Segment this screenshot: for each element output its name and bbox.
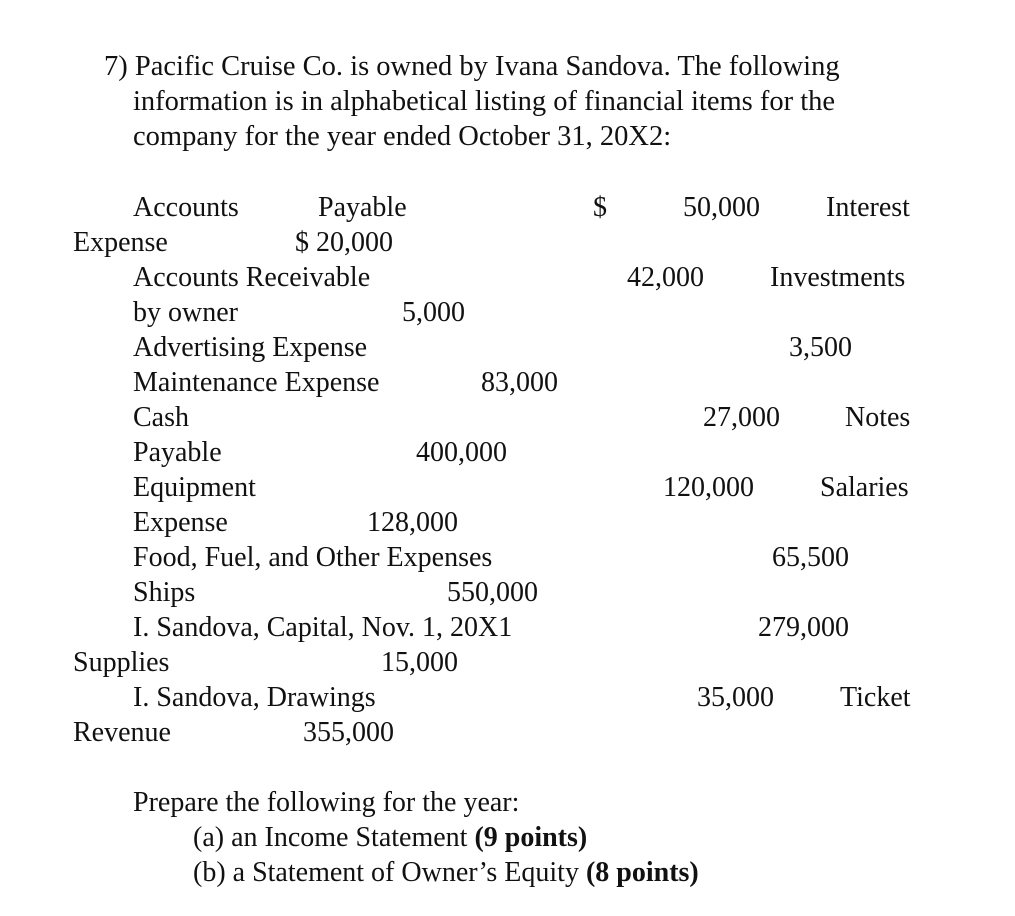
listing-text: Notes bbox=[845, 402, 911, 433]
instruction-a-points: (9 points) bbox=[474, 822, 588, 853]
listing-text: Equipment bbox=[133, 472, 256, 503]
listing-text: Maintenance Expense bbox=[133, 367, 380, 398]
question-line-1-text: Pacific Cruise Co. is owned by Ivana Sandova. The following bbox=[134, 51, 840, 82]
listing-amount: $ 20,000 bbox=[295, 227, 393, 258]
listing-amount: 42,000 bbox=[627, 262, 704, 293]
listing-amount: 120,000 bbox=[663, 472, 754, 503]
listing-text: Interest bbox=[826, 192, 910, 223]
listing-text: Ships bbox=[133, 577, 196, 608]
listing-text: $ bbox=[593, 192, 607, 223]
question-number: 7) bbox=[104, 51, 128, 82]
listing-amount: 5,000 bbox=[402, 297, 465, 328]
listing-text: Investments bbox=[770, 262, 906, 293]
listing-text: Accounts Receivable bbox=[133, 262, 371, 293]
listing-text: Cash bbox=[133, 402, 189, 433]
question-line-1 bbox=[104, 50, 840, 84]
instruction-a-text: (a) an Income Statement bbox=[193, 822, 468, 853]
listing-amount: 35,000 bbox=[697, 682, 774, 713]
listing-text: by owner bbox=[133, 297, 238, 328]
instruction-b bbox=[193, 856, 699, 890]
listing-amount: 128,000 bbox=[367, 507, 458, 538]
listing-amount: 355,000 bbox=[303, 717, 394, 748]
listing-amount: 3,500 bbox=[789, 332, 852, 363]
listing-amount: 279,000 bbox=[758, 612, 849, 643]
listing-amount: 400,000 bbox=[416, 437, 507, 468]
listing-text: Expense bbox=[133, 507, 228, 538]
listing-text: Revenue bbox=[73, 717, 171, 748]
question-line-3: company for the year ended October 31, 20X2: bbox=[133, 121, 672, 152]
listing-amount: 27,000 bbox=[703, 402, 780, 433]
listing-text: Payable bbox=[318, 192, 407, 223]
listing-text: Expense bbox=[73, 227, 168, 258]
listing-amount: 15,000 bbox=[381, 647, 458, 678]
instruction-b-text: (b) a Statement of Owner’s Equity bbox=[193, 857, 579, 888]
instructions-lead: Prepare the following for the year: bbox=[133, 787, 520, 818]
listing-text: Salaries bbox=[820, 472, 909, 503]
listing-text: Food, Fuel, and Other Expenses bbox=[133, 542, 493, 573]
listing-text: Advertising Expense bbox=[133, 332, 368, 363]
listing-amount: 550,000 bbox=[447, 577, 538, 608]
listing-text: I. Sandova, Drawings bbox=[133, 682, 376, 713]
listing-text: Ticket bbox=[840, 682, 911, 713]
listing-amount: 50,000 bbox=[683, 192, 760, 223]
listing-text: Accounts bbox=[133, 192, 239, 223]
listing-text: Payable bbox=[133, 437, 222, 468]
instruction-a bbox=[193, 821, 587, 855]
listing-amount: 65,500 bbox=[772, 542, 849, 573]
question-line-2: information is in alphabetical listing of financial items for the bbox=[133, 86, 836, 117]
listing-text: Supplies bbox=[73, 647, 170, 678]
instruction-b-points: (8 points) bbox=[585, 857, 699, 888]
listing-amount: 83,000 bbox=[481, 367, 558, 398]
listing-text: I. Sandova, Capital, Nov. 1, 20X1 bbox=[133, 612, 513, 643]
